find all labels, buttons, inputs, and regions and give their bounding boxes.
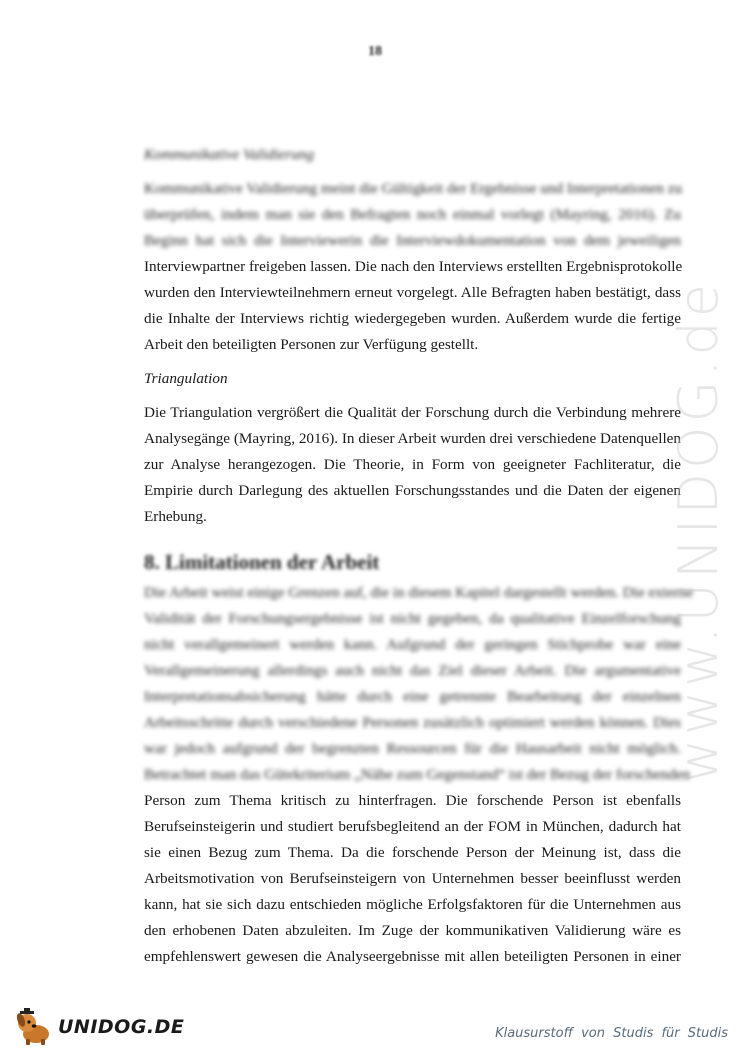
paragraph-line: nicht verallgemeinert werden kann. Aufgrund der geringen Stichprobe war eine <box>144 636 681 653</box>
section-heading-limitationen: 8. Limitationen der Arbeit <box>144 550 380 574</box>
paragraph-line: war jedoch aufgrund der begrenzten Ressourcen für die Hausarbeit nicht möglich. <box>144 740 681 757</box>
paragraph-line: Analysegänge (Mayring, 2016). In dieser Arbeit wurden drei verschiedene Datenquellen <box>144 430 681 447</box>
paragraph-line: Kommunikative Validierung meint die Gültigkeit der Ergebnisse und Interpretationen zu <box>144 180 683 197</box>
subheading-triangulation: Triangulation <box>144 370 228 387</box>
paragraph-line: zur Analyse herangezogen. Die Theorie, in Form von geeigneter Fachliteratur, die <box>144 456 681 473</box>
subheading-kommunikative-validierung: Kommunikative Validierung <box>144 146 314 163</box>
paragraph-line: wurden den Interviewteilnehmern erneut vorgelegt. Alle Befragten haben bestätigt, dass <box>144 284 681 301</box>
paragraph-line: Erhebung. <box>144 508 207 525</box>
paragraph-line: Beginn hat sich die Interviewerin die Interviewdokumentation von dem jeweiligen <box>144 232 681 249</box>
paragraph-limitationen <box>144 580 694 970</box>
page-number: 18 <box>368 44 382 59</box>
footer-tagline: Klausurstoff von Studis für Studis <box>495 1026 728 1041</box>
paragraph-line: sie einen Bezug zum Thema. Da die forschende Person der Meinung ist, dass die <box>144 844 681 861</box>
paragraph-line: Interpretationsabsicherung hätte durch eine getrennte Bearbeitung der einzelnen <box>144 688 681 705</box>
dog-mascot-icon <box>14 1008 54 1046</box>
paragraph-line: Validität der Forschungsergebnisse ist nicht gegeben, da qualitative Einzelforschung <box>144 610 681 627</box>
paragraph-line: Person zum Thema kritisch zu hinterfragen. Die forschende Person ist ebenfalls <box>144 792 681 809</box>
paragraph-line: Verallgemeinerung allerdings auch nicht das Ziel dieser Arbeit. Die argumentative <box>144 662 681 679</box>
paragraph-line: Arbeitsschritte durch verschiedene Personen zusätzlich optimiert werden können. Dies <box>144 714 681 731</box>
paragraph-line: Arbeitsmotivation von Berufseinsteigern von Unternehmen besser beeinflusst werden <box>144 870 681 887</box>
paragraph-line: den erhobenen Daten abzuleiten. Im Zuge der kommunikativen Validierung wäre es <box>144 922 681 939</box>
paragraph-line: Die Triangulation vergrößert die Qualität der Forschung durch die Verbindung mehrere <box>144 404 681 421</box>
paragraph-line: Interviewpartner freigeben lassen. Die nach den Interviews erstellten Ergebnisprotokolle <box>144 258 683 275</box>
paragraph-line: empfehlenswert gewesen die Analyseergebnisse mit allen beteiligten Personen in einer <box>144 948 681 965</box>
watermark: www.UNIDOG.de <box>667 280 730 784</box>
paragraph-line: Arbeit den beteiligten Personen zur Verfügung gestellt. <box>144 336 479 353</box>
unidog-logo[interactable] <box>14 1007 184 1047</box>
paragraph-line: Berufseinsteigerin und studiert berufsbegleitend an der FOM in München, dadurch hat <box>144 818 681 835</box>
paragraph-line: Betrachtet man das Gütekriterium „Nähe zum Gegenstand“ ist der Bezug der forschenden <box>144 766 691 783</box>
paragraph-line: überprüfen, indem man sie den Befragten noch einmal vorlegt (Mayring, 2016). Zu <box>144 206 681 223</box>
paragraph-kommunikative-validierung <box>144 176 681 358</box>
paragraph-line: kann, hat sie sich dazu entschieden mögliche Erfolgsfaktoren für die Unternehmen aus <box>144 896 681 913</box>
paragraph-line: die Inhalte der Interviews richtig wiedergegeben wurden. Außerdem wurde die fertige <box>144 310 681 327</box>
paragraph-line: Empirie durch Darlegung des aktuellen Forschungsstandes und die Daten der eigenen <box>144 482 681 499</box>
paragraph-triangulation <box>144 400 681 530</box>
paragraph-line: Die Arbeit weist einige Grenzen auf, die in diesem Kapitel dargestellt werden. Die externe <box>144 584 694 601</box>
logo-text: UNIDOG.DE <box>58 1016 185 1038</box>
